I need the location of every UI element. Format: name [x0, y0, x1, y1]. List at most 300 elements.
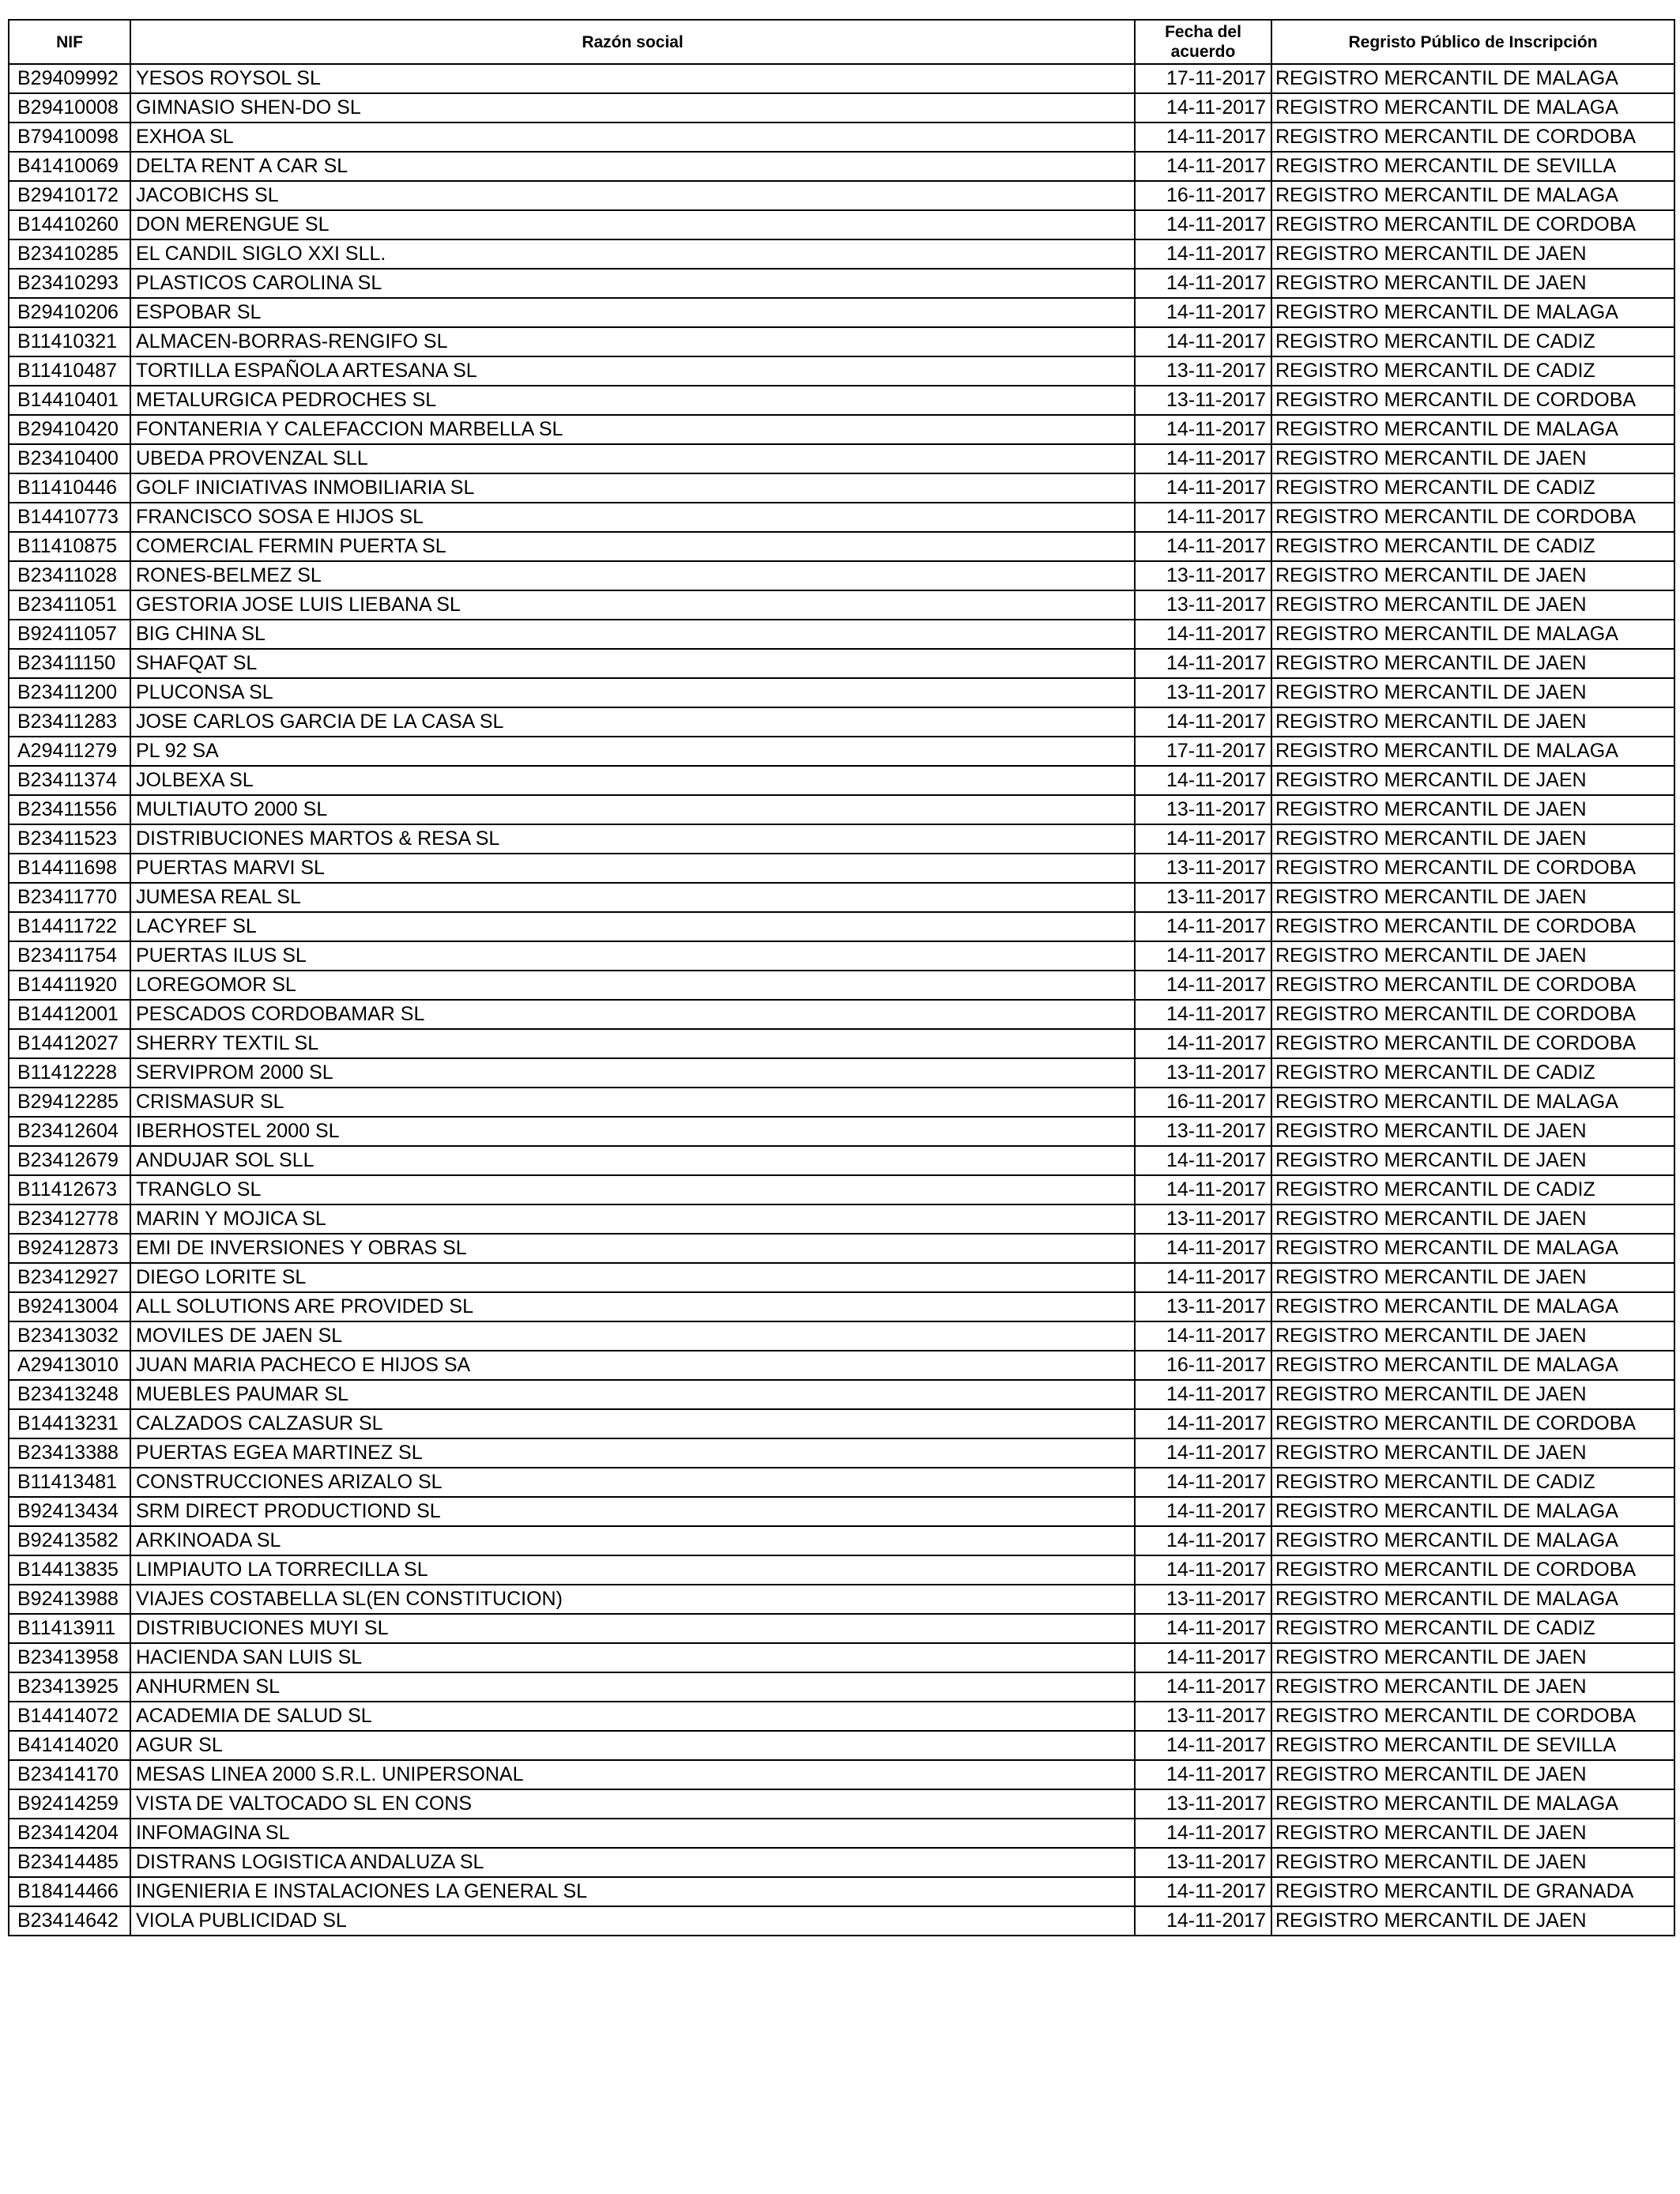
table-row	[9, 239, 1674, 269]
table-row	[9, 123, 1674, 152]
cell-nif: B23413958	[9, 1643, 130, 1672]
cell-registro: REGISTRO MERCANTIL DE CORDOBA	[1271, 1555, 1674, 1585]
cell-registro: REGISTRO MERCANTIL DE MALAGA	[1271, 415, 1674, 444]
cell-registro: REGISTRO MERCANTIL DE CORDOBA	[1271, 123, 1674, 152]
cell-registro: REGISTRO MERCANTIL DE JAEN	[1271, 269, 1674, 298]
cell-nif: B23411754	[9, 941, 130, 971]
cell-nif: B23411051	[9, 590, 130, 620]
cell-razon-social: ANDUJAR SOL SLL	[130, 1146, 1135, 1175]
cell-fecha: 14-11-2017	[1135, 532, 1271, 561]
cell-nif: B18414466	[9, 1877, 130, 1906]
cell-registro: REGISTRO MERCANTIL DE CORDOBA	[1271, 503, 1674, 532]
table-row	[9, 1146, 1674, 1175]
cell-razon-social: ANHURMEN SL	[130, 1672, 1135, 1702]
cell-nif: B11410321	[9, 327, 130, 356]
cell-fecha: 14-11-2017	[1135, 824, 1271, 854]
cell-nif: B23410293	[9, 269, 130, 298]
cell-razon-social: MULTIAUTO 2000 SL	[130, 795, 1135, 824]
cell-fecha: 14-11-2017	[1135, 210, 1271, 239]
cell-fecha: 14-11-2017	[1135, 1321, 1271, 1351]
cell-fecha: 14-11-2017	[1135, 912, 1271, 941]
cell-nif: B29409992	[9, 64, 130, 93]
cell-nif: B29410420	[9, 415, 130, 444]
cell-registro: REGISTRO MERCANTIL DE CADIZ	[1271, 356, 1674, 386]
cell-registro: REGISTRO MERCANTIL DE JAEN	[1271, 883, 1674, 912]
cell-registro: REGISTRO MERCANTIL DE JAEN	[1271, 1321, 1674, 1351]
cell-razon-social: IBERHOSTEL 2000 SL	[130, 1117, 1135, 1146]
cell-fecha: 13-11-2017	[1135, 561, 1271, 590]
cell-razon-social: JOLBEXA SL	[130, 766, 1135, 795]
cell-fecha: 16-11-2017	[1135, 181, 1271, 210]
cell-nif: A29411279	[9, 737, 130, 766]
table-row	[9, 707, 1674, 737]
table-row	[9, 620, 1674, 649]
table-row	[9, 1351, 1674, 1380]
table-row	[9, 152, 1674, 181]
cell-razon-social: SRM DIRECT PRODUCTIOND SL	[130, 1497, 1135, 1526]
table-row	[9, 1672, 1674, 1702]
cell-nif: B14414072	[9, 1702, 130, 1731]
cell-razon-social: PESCADOS CORDOBAMAR SL	[130, 1000, 1135, 1029]
table-header	[9, 20, 1674, 64]
cell-registro: REGISTRO MERCANTIL DE JAEN	[1271, 239, 1674, 269]
cell-razon-social: VISTA DE VALTOCADO SL EN CONS	[130, 1789, 1135, 1819]
cell-nif: B11410446	[9, 473, 130, 503]
cell-razon-social: JOSE CARLOS GARCIA DE LA CASA SL	[130, 707, 1135, 737]
cell-nif: B11410875	[9, 532, 130, 561]
table-row	[9, 766, 1674, 795]
table-row	[9, 1380, 1674, 1409]
header-nif: NIF	[9, 20, 130, 64]
cell-nif: B23414204	[9, 1819, 130, 1848]
cell-nif: B92413988	[9, 1585, 130, 1614]
table-row	[9, 561, 1674, 590]
cell-fecha: 13-11-2017	[1135, 1204, 1271, 1234]
cell-fecha: 13-11-2017	[1135, 590, 1271, 620]
cell-razon-social: INGENIERIA E INSTALACIONES LA GENERAL SL	[130, 1877, 1135, 1906]
table-row	[9, 1526, 1674, 1555]
table-row	[9, 1702, 1674, 1731]
table-row	[9, 1117, 1674, 1146]
cell-nif: B23411200	[9, 678, 130, 707]
cell-razon-social: VIOLA PUBLICIDAD SL	[130, 1906, 1135, 1936]
cell-razon-social: DELTA RENT A CAR SL	[130, 152, 1135, 181]
cell-fecha: 16-11-2017	[1135, 1088, 1271, 1117]
cell-registro: REGISTRO MERCANTIL DE JAEN	[1271, 1204, 1674, 1234]
cell-razon-social: PUERTAS ILUS SL	[130, 941, 1135, 971]
cell-fecha: 14-11-2017	[1135, 1000, 1271, 1029]
cell-registro: REGISTRO MERCANTIL DE CADIZ	[1271, 1468, 1674, 1497]
cell-razon-social: CALZADOS CALZASUR SL	[130, 1409, 1135, 1438]
cell-fecha: 14-11-2017	[1135, 239, 1271, 269]
header-fecha-acuerdo: Fecha del acuerdo	[1135, 20, 1271, 64]
cell-razon-social: EXHOA SL	[130, 123, 1135, 152]
cell-registro: REGISTRO MERCANTIL DE CORDOBA	[1271, 386, 1674, 415]
cell-razon-social: DISTRIBUCIONES MARTOS & RESA SL	[130, 824, 1135, 854]
cell-nif: B92413434	[9, 1497, 130, 1526]
cell-registro: REGISTRO MERCANTIL DE JAEN	[1271, 1643, 1674, 1672]
cell-fecha: 13-11-2017	[1135, 1848, 1271, 1877]
cell-registro: REGISTRO MERCANTIL DE CADIZ	[1271, 473, 1674, 503]
cell-razon-social: ACADEMIA DE SALUD SL	[130, 1702, 1135, 1731]
table-row	[9, 590, 1674, 620]
cell-nif: B14412027	[9, 1029, 130, 1058]
cell-registro: REGISTRO MERCANTIL DE JAEN	[1271, 1848, 1674, 1877]
cell-nif: B23414485	[9, 1848, 130, 1877]
cell-fecha: 14-11-2017	[1135, 415, 1271, 444]
cell-fecha: 14-11-2017	[1135, 1468, 1271, 1497]
table-row	[9, 971, 1674, 1000]
cell-registro: REGISTRO MERCANTIL DE JAEN	[1271, 1906, 1674, 1936]
cell-fecha: 14-11-2017	[1135, 1146, 1271, 1175]
cell-fecha: 14-11-2017	[1135, 1497, 1271, 1526]
table-row	[9, 678, 1674, 707]
cell-fecha: 14-11-2017	[1135, 649, 1271, 678]
cell-fecha: 13-11-2017	[1135, 854, 1271, 883]
cell-nif: B23414170	[9, 1760, 130, 1789]
cell-fecha: 13-11-2017	[1135, 1292, 1271, 1321]
cell-nif: B92413582	[9, 1526, 130, 1555]
cell-razon-social: TORTILLA ESPAÑOLA ARTESANA SL	[130, 356, 1135, 386]
cell-registro: REGISTRO MERCANTIL DE JAEN	[1271, 1672, 1674, 1702]
cell-nif: B14413231	[9, 1409, 130, 1438]
table-row	[9, 1088, 1674, 1117]
cell-fecha: 14-11-2017	[1135, 1731, 1271, 1760]
cell-registro: REGISTRO MERCANTIL DE JAEN	[1271, 590, 1674, 620]
cell-fecha: 13-11-2017	[1135, 1789, 1271, 1819]
cell-nif: B23411283	[9, 707, 130, 737]
cell-registro: REGISTRO MERCANTIL DE JAEN	[1271, 707, 1674, 737]
cell-nif: B23411770	[9, 883, 130, 912]
table-row	[9, 1029, 1674, 1058]
cell-razon-social: BIG CHINA SL	[130, 620, 1135, 649]
cell-fecha: 13-11-2017	[1135, 1058, 1271, 1088]
table-row	[9, 269, 1674, 298]
table-row	[9, 795, 1674, 824]
cell-nif: B23413925	[9, 1672, 130, 1702]
table-row	[9, 1760, 1674, 1789]
cell-nif: B23410285	[9, 239, 130, 269]
cell-nif: B23413388	[9, 1438, 130, 1468]
cell-fecha: 14-11-2017	[1135, 1877, 1271, 1906]
table-row	[9, 824, 1674, 854]
cell-nif: B11412673	[9, 1175, 130, 1204]
cell-razon-social: ALMACEN-BORRAS-RENGIFO SL	[130, 327, 1135, 356]
cell-razon-social: PUERTAS MARVI SL	[130, 854, 1135, 883]
header-registro: Regristo Público de Inscripción	[1271, 20, 1674, 64]
table-row	[9, 649, 1674, 678]
table-row	[9, 1234, 1674, 1263]
cell-razon-social: HACIENDA SAN LUIS SL	[130, 1643, 1135, 1672]
table-row	[9, 386, 1674, 415]
cell-registro: REGISTRO MERCANTIL DE MALAGA	[1271, 64, 1674, 93]
cell-registro: REGISTRO MERCANTIL DE MALAGA	[1271, 298, 1674, 327]
cell-razon-social: YESOS ROYSOL SL	[130, 64, 1135, 93]
cell-nif: B23414642	[9, 1906, 130, 1936]
cell-registro: REGISTRO MERCANTIL DE CADIZ	[1271, 327, 1674, 356]
cell-registro: REGISTRO MERCANTIL DE CORDOBA	[1271, 1000, 1674, 1029]
cell-registro: REGISTRO MERCANTIL DE JAEN	[1271, 795, 1674, 824]
cell-fecha: 14-11-2017	[1135, 1234, 1271, 1263]
cell-registro: REGISTRO MERCANTIL DE JAEN	[1271, 1263, 1674, 1292]
cell-registro: REGISTRO MERCANTIL DE CORDOBA	[1271, 1029, 1674, 1058]
cell-razon-social: LACYREF SL	[130, 912, 1135, 941]
table-row	[9, 883, 1674, 912]
cell-nif: B23411150	[9, 649, 130, 678]
cell-nif: B23410400	[9, 444, 130, 473]
cell-fecha: 13-11-2017	[1135, 356, 1271, 386]
cell-fecha: 14-11-2017	[1135, 1906, 1271, 1936]
cell-registro: REGISTRO MERCANTIL DE JAEN	[1271, 1117, 1674, 1146]
cell-nif: B92411057	[9, 620, 130, 649]
table-row	[9, 941, 1674, 971]
cell-fecha: 14-11-2017	[1135, 707, 1271, 737]
table-row	[9, 737, 1674, 766]
cell-fecha: 14-11-2017	[1135, 1643, 1271, 1672]
cell-razon-social: METALURGICA PEDROCHES SL	[130, 386, 1135, 415]
cell-fecha: 14-11-2017	[1135, 473, 1271, 503]
cell-nif: B23412778	[9, 1204, 130, 1234]
cell-fecha: 13-11-2017	[1135, 1117, 1271, 1146]
cell-razon-social: ARKINOADA SL	[130, 1526, 1135, 1555]
cell-registro: REGISTRO MERCANTIL DE GRANADA	[1271, 1877, 1674, 1906]
cell-fecha: 14-11-2017	[1135, 971, 1271, 1000]
cell-registro: REGISTRO MERCANTIL DE CORDOBA	[1271, 1409, 1674, 1438]
table-row	[9, 1643, 1674, 1672]
table-row	[9, 1614, 1674, 1643]
table-row	[9, 93, 1674, 123]
cell-registro: REGISTRO MERCANTIL DE CADIZ	[1271, 1058, 1674, 1088]
cell-fecha: 14-11-2017	[1135, 766, 1271, 795]
cell-nif: B92413004	[9, 1292, 130, 1321]
cell-fecha: 14-11-2017	[1135, 1526, 1271, 1555]
table-row	[9, 1409, 1674, 1438]
cell-nif: B14410260	[9, 210, 130, 239]
cell-razon-social: CONSTRUCCIONES ARIZALO SL	[130, 1468, 1135, 1497]
table-row	[9, 1789, 1674, 1819]
cell-nif: B92414259	[9, 1789, 130, 1819]
cell-razon-social: JUMESA REAL SL	[130, 883, 1135, 912]
table-row	[9, 64, 1674, 93]
cell-registro: REGISTRO MERCANTIL DE JAEN	[1271, 678, 1674, 707]
cell-fecha: 13-11-2017	[1135, 1585, 1271, 1614]
cell-fecha: 14-11-2017	[1135, 941, 1271, 971]
cell-registro: REGISTRO MERCANTIL DE MALAGA	[1271, 1088, 1674, 1117]
cell-nif: B29410008	[9, 93, 130, 123]
cell-fecha: 14-11-2017	[1135, 152, 1271, 181]
header-row	[9, 20, 1674, 64]
cell-razon-social: AGUR SL	[130, 1731, 1135, 1760]
cell-razon-social: JUAN MARIA PACHECO E HIJOS SA	[130, 1351, 1135, 1380]
cell-razon-social: GOLF INICIATIVAS INMOBILIARIA SL	[130, 473, 1135, 503]
cell-nif: B11410487	[9, 356, 130, 386]
cell-registro: REGISTRO MERCANTIL DE JAEN	[1271, 1819, 1674, 1848]
cell-fecha: 14-11-2017	[1135, 1672, 1271, 1702]
cell-fecha: 13-11-2017	[1135, 678, 1271, 707]
cell-razon-social: SERVIPROM 2000 SL	[130, 1058, 1135, 1088]
table-row	[9, 356, 1674, 386]
header-razon-social: Razón social	[130, 20, 1135, 64]
table-row	[9, 1848, 1674, 1877]
cell-razon-social: VIAJES COSTABELLA SL(EN CONSTITUCION)	[130, 1585, 1135, 1614]
cell-fecha: 14-11-2017	[1135, 1029, 1271, 1058]
cell-nif: B23411556	[9, 795, 130, 824]
cell-fecha: 14-11-2017	[1135, 503, 1271, 532]
table-row	[9, 210, 1674, 239]
cell-fecha: 14-11-2017	[1135, 1409, 1271, 1438]
cell-razon-social: LOREGOMOR SL	[130, 971, 1135, 1000]
table-row	[9, 912, 1674, 941]
cell-registro: REGISTRO MERCANTIL DE JAEN	[1271, 766, 1674, 795]
cell-registro: REGISTRO MERCANTIL DE CORDOBA	[1271, 854, 1674, 883]
cell-razon-social: FONTANERIA Y CALEFACCION MARBELLA SL	[130, 415, 1135, 444]
cell-razon-social: MUEBLES PAUMAR SL	[130, 1380, 1135, 1409]
cell-fecha: 17-11-2017	[1135, 737, 1271, 766]
cell-nif: B11412228	[9, 1058, 130, 1088]
cell-nif: B79410098	[9, 123, 130, 152]
cell-registro: REGISTRO MERCANTIL DE MALAGA	[1271, 1497, 1674, 1526]
table-row	[9, 1000, 1674, 1029]
cell-registro: REGISTRO MERCANTIL DE JAEN	[1271, 1146, 1674, 1175]
cell-registro: REGISTRO MERCANTIL DE JAEN	[1271, 941, 1674, 971]
table-row	[9, 473, 1674, 503]
table-row	[9, 1204, 1674, 1234]
cell-nif: B29412285	[9, 1088, 130, 1117]
cell-razon-social: RONES-BELMEZ SL	[130, 561, 1135, 590]
cell-nif: B14411722	[9, 912, 130, 941]
cell-nif: B23411028	[9, 561, 130, 590]
cell-nif: B14410773	[9, 503, 130, 532]
cell-registro: REGISTRO MERCANTIL DE CORDOBA	[1271, 1702, 1674, 1731]
cell-razon-social: CRISMASUR SL	[130, 1088, 1135, 1117]
cell-nif: B14410401	[9, 386, 130, 415]
cell-fecha: 13-11-2017	[1135, 795, 1271, 824]
cell-fecha: 14-11-2017	[1135, 1614, 1271, 1643]
cell-razon-social: SHERRY TEXTIL SL	[130, 1029, 1135, 1058]
table-row	[9, 854, 1674, 883]
table-row	[9, 503, 1674, 532]
cell-registro: REGISTRO MERCANTIL DE MALAGA	[1271, 1234, 1674, 1263]
cell-fecha: 16-11-2017	[1135, 1351, 1271, 1380]
table-row	[9, 327, 1674, 356]
cell-razon-social: LIMPIAUTO LA TORRECILLA SL	[130, 1555, 1135, 1585]
cell-registro: REGISTRO MERCANTIL DE MALAGA	[1271, 1351, 1674, 1380]
cell-razon-social: PLASTICOS CAROLINA SL	[130, 269, 1135, 298]
cell-fecha: 14-11-2017	[1135, 123, 1271, 152]
cell-fecha: 14-11-2017	[1135, 1263, 1271, 1292]
cell-registro: REGISTRO MERCANTIL DE MALAGA	[1271, 1585, 1674, 1614]
cell-registro: REGISTRO MERCANTIL DE JAEN	[1271, 444, 1674, 473]
cell-nif: B23411523	[9, 824, 130, 854]
cell-razon-social: INFOMAGINA SL	[130, 1819, 1135, 1848]
table-row	[9, 1906, 1674, 1936]
cell-nif: B41410069	[9, 152, 130, 181]
cell-razon-social: MESAS LINEA 2000 S.R.L. UNIPERSONAL	[130, 1760, 1135, 1789]
cell-razon-social: MARIN Y MOJICA SL	[130, 1204, 1135, 1234]
cell-fecha: 13-11-2017	[1135, 883, 1271, 912]
cell-registro: REGISTRO MERCANTIL DE JAEN	[1271, 561, 1674, 590]
table-row	[9, 1585, 1674, 1614]
cell-razon-social: DON MERENGUE SL	[130, 210, 1135, 239]
cell-nif: B23412927	[9, 1263, 130, 1292]
cell-fecha: 14-11-2017	[1135, 1819, 1271, 1848]
cell-fecha: 14-11-2017	[1135, 269, 1271, 298]
cell-razon-social: SHAFQAT SL	[130, 649, 1135, 678]
table-row	[9, 298, 1674, 327]
cell-fecha: 14-11-2017	[1135, 1438, 1271, 1468]
cell-nif: B29410206	[9, 298, 130, 327]
cell-nif: B92412873	[9, 1234, 130, 1263]
cell-nif: B29410172	[9, 181, 130, 210]
cell-razon-social: FRANCISCO SOSA E HIJOS SL	[130, 503, 1135, 532]
table-row	[9, 1292, 1674, 1321]
cell-registro: REGISTRO MERCANTIL DE MALAGA	[1271, 1292, 1674, 1321]
cell-fecha: 14-11-2017	[1135, 1175, 1271, 1204]
table-row	[9, 1058, 1674, 1088]
cell-nif: B11413911	[9, 1614, 130, 1643]
cell-nif: B14411698	[9, 854, 130, 883]
cell-fecha: 14-11-2017	[1135, 93, 1271, 123]
table-row	[9, 1468, 1674, 1497]
cell-razon-social: DISTRIBUCIONES MUYI SL	[130, 1614, 1135, 1643]
cell-fecha: 14-11-2017	[1135, 444, 1271, 473]
cell-registro: REGISTRO MERCANTIL DE CORDOBA	[1271, 210, 1674, 239]
cell-fecha: 13-11-2017	[1135, 386, 1271, 415]
table-body	[9, 64, 1674, 1936]
registry-table	[8, 19, 1675, 1936]
table-row	[9, 1819, 1674, 1848]
table-row	[9, 1555, 1674, 1585]
cell-registro: REGISTRO MERCANTIL DE MALAGA	[1271, 93, 1674, 123]
table-row	[9, 1438, 1674, 1468]
cell-registro: REGISTRO MERCANTIL DE JAEN	[1271, 649, 1674, 678]
table-row	[9, 1263, 1674, 1292]
cell-registro: REGISTRO MERCANTIL DE CORDOBA	[1271, 971, 1674, 1000]
cell-registro: REGISTRO MERCANTIL DE MALAGA	[1271, 620, 1674, 649]
cell-razon-social: GIMNASIO SHEN-DO SL	[130, 93, 1135, 123]
table-row	[9, 181, 1674, 210]
table-row	[9, 1175, 1674, 1204]
cell-nif: B23412604	[9, 1117, 130, 1146]
cell-nif: B23413248	[9, 1380, 130, 1409]
table-row	[9, 415, 1674, 444]
cell-registro: REGISTRO MERCANTIL DE SEVILLA	[1271, 152, 1674, 181]
table-row	[9, 532, 1674, 561]
cell-razon-social: GESTORIA JOSE LUIS LIEBANA SL	[130, 590, 1135, 620]
table-row	[9, 1497, 1674, 1526]
cell-razon-social: PUERTAS EGEA MARTINEZ SL	[130, 1438, 1135, 1468]
cell-razon-social: JACOBICHS SL	[130, 181, 1135, 210]
cell-registro: REGISTRO MERCANTIL DE JAEN	[1271, 1380, 1674, 1409]
cell-fecha: 14-11-2017	[1135, 327, 1271, 356]
cell-nif: B23412679	[9, 1146, 130, 1175]
cell-fecha: 14-11-2017	[1135, 298, 1271, 327]
cell-registro: REGISTRO MERCANTIL DE CORDOBA	[1271, 912, 1674, 941]
cell-razon-social: EMI DE INVERSIONES Y OBRAS SL	[130, 1234, 1135, 1263]
cell-registro: REGISTRO MERCANTIL DE CADIZ	[1271, 1175, 1674, 1204]
cell-nif: A29413010	[9, 1351, 130, 1380]
cell-nif: B41414020	[9, 1731, 130, 1760]
cell-razon-social: MOVILES DE JAEN SL	[130, 1321, 1135, 1351]
cell-nif: B23411374	[9, 766, 130, 795]
cell-registro: REGISTRO MERCANTIL DE JAEN	[1271, 1760, 1674, 1789]
cell-nif: B11413481	[9, 1468, 130, 1497]
cell-registro: REGISTRO MERCANTIL DE MALAGA	[1271, 1789, 1674, 1819]
cell-razon-social: PLUCONSA SL	[130, 678, 1135, 707]
cell-fecha: 14-11-2017	[1135, 1555, 1271, 1585]
table-row	[9, 1877, 1674, 1906]
cell-registro: REGISTRO MERCANTIL DE MALAGA	[1271, 181, 1674, 210]
